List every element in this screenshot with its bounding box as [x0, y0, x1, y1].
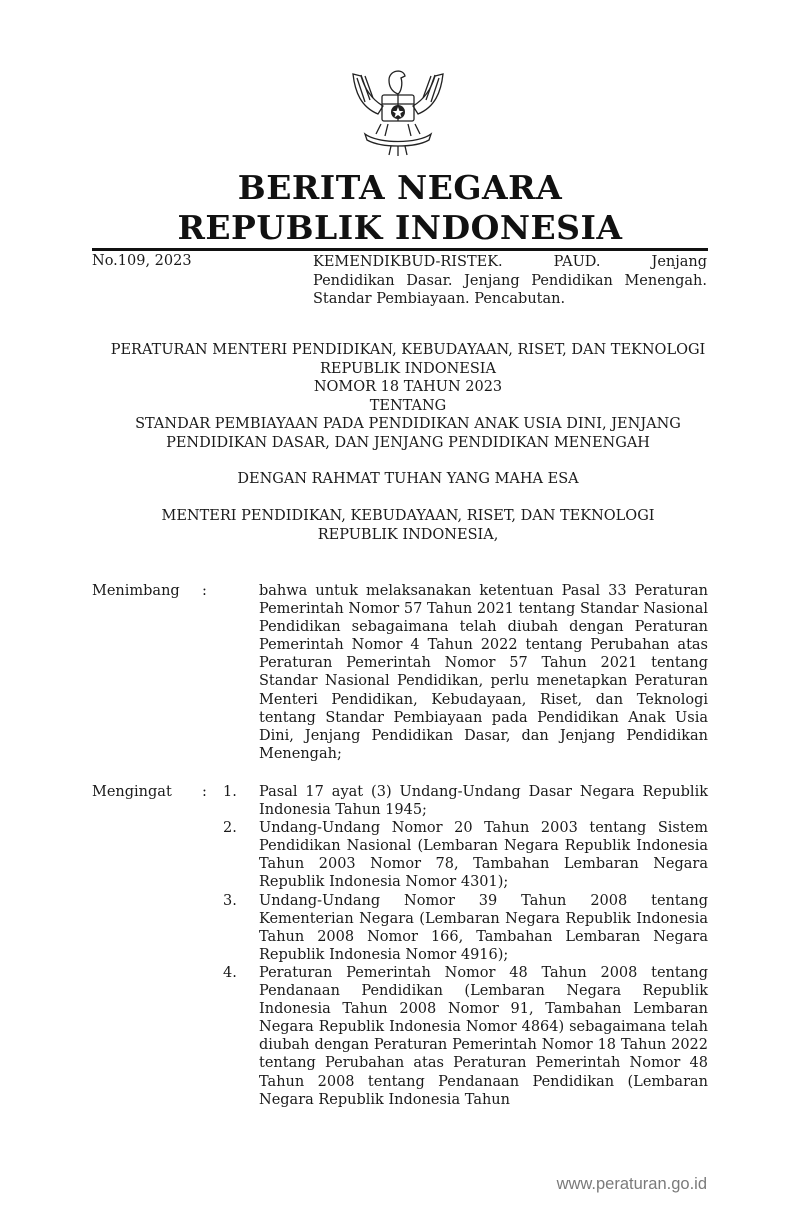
mengingat-item-text: Undang-Undang Nomor 20 Tahun 2003 tentang Sistem Pendidikan Nasional (Lembaran Negara Republik Indonesia Tahun 2003 Nomor 78, Tambahan Lembaran Negara Republik Indonesia Nomor 4301); — [259, 820, 708, 891]
garuda-pancasila-emblem-icon — [343, 62, 453, 162]
mengingat-item-text: Peraturan Pemerintah Nomor 48 Tahun 2008 tentang Pendanaan Pendidikan (Lembaran Negara Republik Indonesia Tahun 2008 Nomor 91, Tambahan Lembaran Negara Republik Indonesia Nomor 4864) sebagaimana telah diubah dengan Peraturan Pemerintah Nomor 18 Tahun 2022 tentang Perubahan atas Peraturan Pemerintah Nomor 48 Tahun 2008 tentang Pendanaan Pendidikan (Lembaran Negara Republik Indonesia Tahun — [259, 964, 708, 1108]
menimbang-label: Menimbang — [92, 583, 180, 599]
mengingat-item-number: 1. — [223, 784, 237, 800]
mengingat-list — [223, 783, 708, 1109]
regulation-subject-line2: PENDIDIKAN DASAR, DAN JENJANG PENDIDIKAN MENENGAH — [166, 434, 650, 451]
mengingat-item — [223, 819, 708, 891]
masthead-divider — [92, 248, 708, 251]
regulation-title-line2: REPUBLIK INDONESIA — [319, 360, 496, 377]
mengingat-colon: : — [202, 784, 207, 800]
regulation-subject-line1: STANDAR PEMBIAYAAN PADA PENDIDIKAN ANAK USIA DINI, JENJANG — [135, 416, 681, 432]
mengingat-item-number: 4. — [223, 964, 237, 981]
regulation-tentang: TENTANG — [369, 397, 447, 414]
mengingat-item — [223, 783, 708, 819]
mengingat-label: Mengingat — [92, 784, 172, 800]
menimbang-text: bahwa untuk melaksanakan ketentuan Pasal 33 Peraturan Pemerintah Nomor 57 Tahun 2021 tentang Standar Nasional Pendidikan sebagaimana telah diubah dengan Peraturan Pemerintah Nomor 4 Tahun 2022 tentang Perubahan atas Peraturan Pemerintah Nomor 57 Tahun 2021 tentang Standar Nasional Pendidikan, perlu menetapkan Peraturan Menteri Pendidikan, Kebudayaan, Riset, dan Teknologi tentang Standar Pembiayaan pada Pendidikan Anak Usia Dini, Jenjang Pendidikan Dasar, dan Jenjang Pendidikan Menengah; — [259, 583, 708, 762]
mengingat-item-text: Undang-Undang Nomor 39 Tahun 2008 tentang Kementerian Negara (Lembaran Negara Republik Indonesia Tahun 2008 Nomor 166, Tambahan Lembaran Negara Republik Indonesia Nomor 4916); — [259, 892, 708, 963]
minister-heading-line2: REPUBLIK INDONESIA, — [317, 526, 499, 543]
invocation: DENGAN RAHMAT TUHAN YANG MAHA ESA — [237, 471, 579, 487]
regulation-number: NOMOR 18 TAHUN 2023 — [313, 379, 503, 395]
minister-heading-line1: MENTERI PENDIDIKAN, KEBUDAYAAN, RISET, DAN TEKNOLOGI — [161, 508, 655, 524]
masthead-title-line2: REPUBLIK INDONESIA — [177, 208, 623, 247]
mengingat-item-text: Pasal 17 ayat (3) Undang-Undang Dasar Negara Republik Indonesia Tahun 1945; — [259, 784, 708, 819]
mengingat-item — [223, 964, 708, 1109]
gazette-subject-line1: KEMENDIKBUD-RISTEK. PAUD. Jenjang — [313, 254, 707, 270]
mengingat-item — [223, 892, 708, 964]
mengingat-item-number: 2. — [223, 820, 237, 837]
masthead-title-line1: BERITA NEGARA — [237, 168, 563, 207]
menimbang-colon: : — [202, 583, 207, 599]
regulation-title — [92, 341, 724, 452]
regulation-title-line1: PERATURAN MENTERI PENDIDIKAN, KEBUDAYAAN, RISET, DAN TEKNOLOGI — [110, 342, 706, 358]
gazette-subject-rest: Pendidikan Dasar. Jenjang Pendidikan Menengah. Standar Pembiayaan. Pencabutan. — [313, 272, 707, 307]
gazette-number: No.109, 2023 — [92, 253, 192, 269]
minister-heading — [92, 507, 724, 544]
watermark-url: www.peraturan.go.id — [556, 1175, 707, 1193]
mengingat-item-number: 3. — [223, 892, 237, 909]
gazette-subject — [313, 253, 707, 309]
